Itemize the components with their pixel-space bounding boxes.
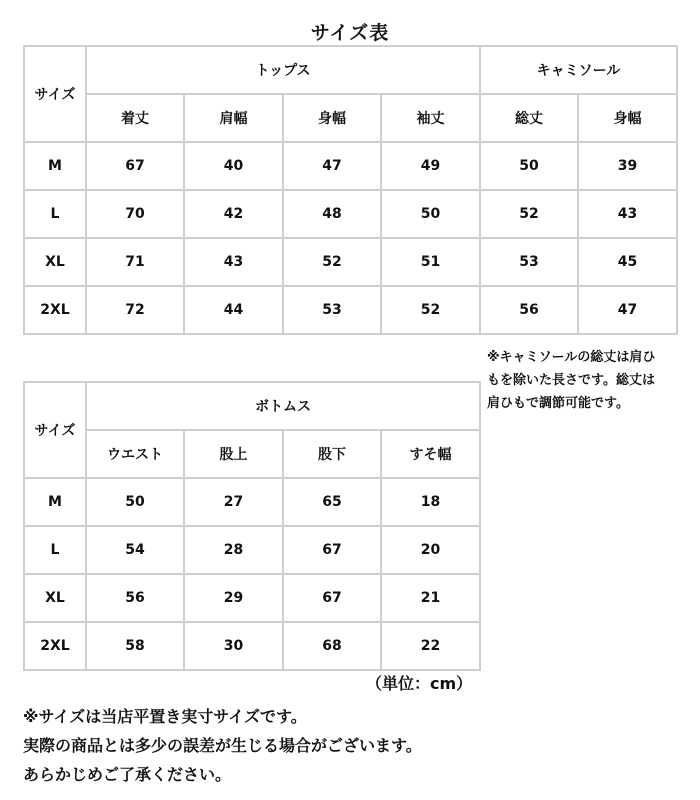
tops-group-header: トップス: [86, 46, 480, 94]
column-header: 総丈: [480, 94, 578, 142]
table-row: [24, 238, 677, 286]
table-cell: 71: [86, 238, 184, 286]
table-row: [24, 142, 677, 190]
size-label: L: [24, 190, 86, 238]
table-row: [24, 286, 677, 334]
table-cell: 52: [283, 238, 381, 286]
table-row: [24, 622, 480, 670]
table-cell: 53: [283, 286, 381, 334]
table-cell: 29: [184, 574, 283, 622]
table-cell: 50: [480, 142, 578, 190]
table-cell: 70: [86, 190, 184, 238]
bottoms-size-table: [23, 381, 481, 671]
table-cell: 28: [184, 526, 283, 574]
table-row: [24, 190, 677, 238]
size-label: M: [24, 478, 86, 526]
column-header: 着丈: [86, 94, 184, 142]
table-cell: 53: [480, 238, 578, 286]
footer-note: 実際の商品とは多少の誤差が生じる場合がございます。: [23, 736, 422, 755]
table-cell: 45: [578, 238, 677, 286]
table-cell: 65: [283, 478, 381, 526]
table-cell: 40: [184, 142, 283, 190]
table-cell: 50: [381, 190, 480, 238]
table-cell: 68: [283, 622, 381, 670]
unit-label: （単位：cm）: [366, 674, 473, 693]
footer-note: ※サイズは当店平置き実寸サイズです。: [23, 707, 307, 726]
table-cell: 39: [578, 142, 677, 190]
table-cell: 54: [86, 526, 184, 574]
column-header: 身幅: [283, 94, 381, 142]
size-label: L: [24, 526, 86, 574]
table-cell: 22: [381, 622, 480, 670]
table-cell: 30: [184, 622, 283, 670]
column-header: 肩幅: [184, 94, 283, 142]
tops-size-table: [23, 45, 678, 335]
size-header: サイズ: [24, 382, 86, 478]
table-cell: 58: [86, 622, 184, 670]
table-cell: 67: [86, 142, 184, 190]
column-header: 身幅: [578, 94, 677, 142]
table-cell: 43: [578, 190, 677, 238]
size-label: XL: [24, 574, 86, 622]
table-cell: 72: [86, 286, 184, 334]
table-cell: 49: [381, 142, 480, 190]
camisole-group-header: キャミソール: [480, 46, 677, 94]
table-cell: 47: [283, 142, 381, 190]
table-row: [24, 478, 480, 526]
table-cell: 20: [381, 526, 480, 574]
table-row: [24, 574, 480, 622]
table-cell: 43: [184, 238, 283, 286]
table-cell: 52: [480, 190, 578, 238]
footer-note: あらかじめご了承ください。: [23, 765, 232, 784]
table-cell: 44: [184, 286, 283, 334]
size-label: XL: [24, 238, 86, 286]
table-row: [24, 526, 480, 574]
table-cell: 18: [381, 478, 480, 526]
column-header: 股下: [283, 430, 381, 478]
table-cell: 21: [381, 574, 480, 622]
table-cell: 51: [381, 238, 480, 286]
bottoms-group-header: ボトムス: [86, 382, 480, 430]
camisole-note: ※キャミソールの総丈は肩ひ もを除いた長さです。総丈は 肩ひもで調節可能です。: [487, 350, 656, 411]
table-cell: 27: [184, 478, 283, 526]
page-title: サイズ表: [310, 22, 390, 44]
column-header: 袖丈: [381, 94, 480, 142]
table-cell: 52: [381, 286, 480, 334]
column-header: すそ幅: [381, 430, 480, 478]
footer-notes: [23, 702, 422, 789]
table-cell: 56: [86, 574, 184, 622]
table-cell: 67: [283, 574, 381, 622]
table-cell: 42: [184, 190, 283, 238]
table-cell: 56: [480, 286, 578, 334]
table-cell: 47: [578, 286, 677, 334]
table-cell: 50: [86, 478, 184, 526]
size-label: 2XL: [24, 622, 86, 670]
size-label: M: [24, 142, 86, 190]
column-header: 股上: [184, 430, 283, 478]
column-header: ウエスト: [86, 430, 184, 478]
table-cell: 48: [283, 190, 381, 238]
size-header: サイズ: [24, 46, 86, 142]
size-label: 2XL: [24, 286, 86, 334]
table-cell: 67: [283, 526, 381, 574]
